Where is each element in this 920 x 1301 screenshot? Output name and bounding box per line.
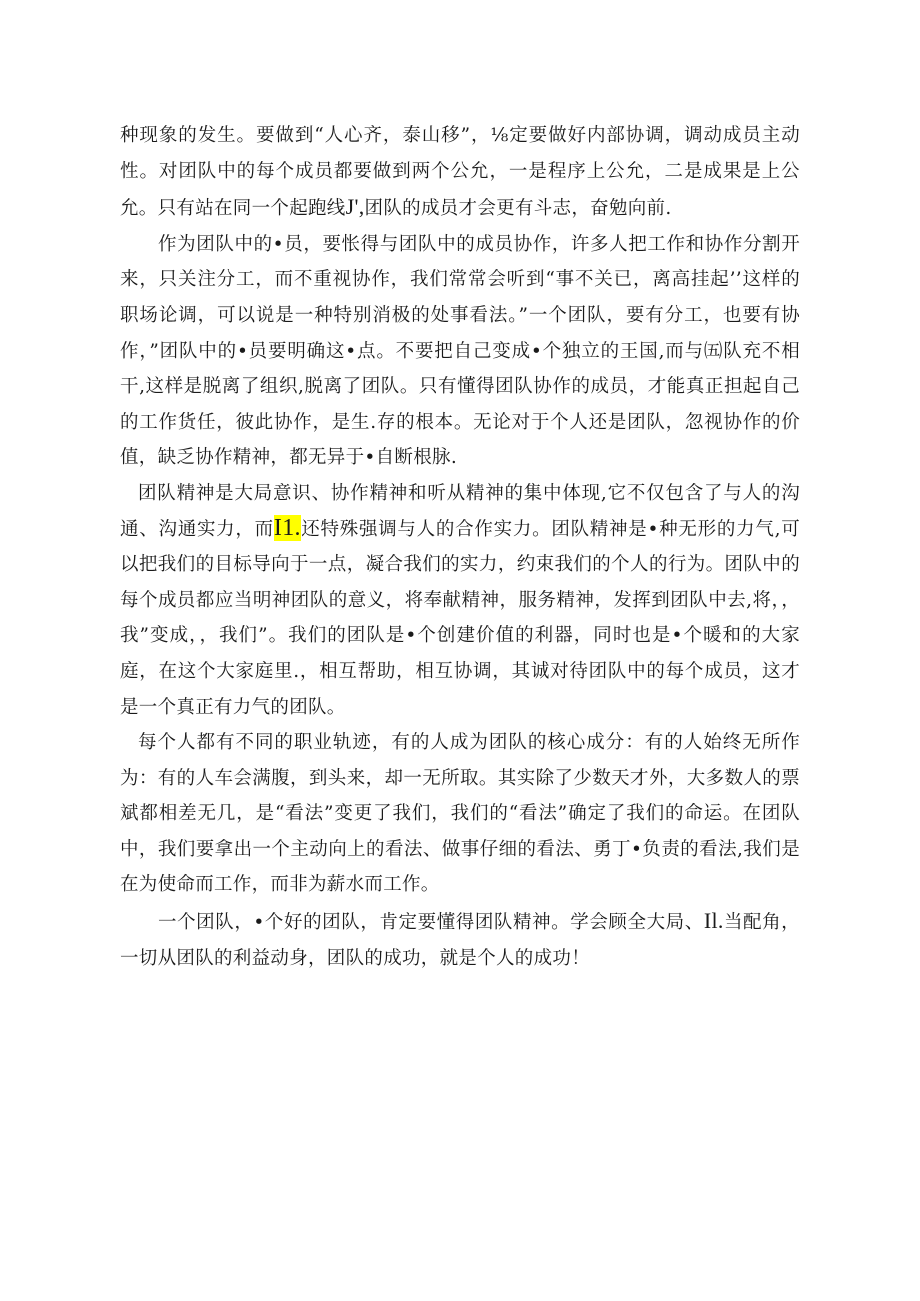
- document-body: [120, 118, 800, 976]
- paragraph-1-text-b: 团队的成员才会更有斗志，奋勉向前.: [364, 198, 672, 220]
- paragraph-1-mark: J',: [345, 194, 365, 220]
- paragraph-3: [120, 476, 800, 725]
- paragraph-1: [120, 118, 800, 227]
- paragraph-3-text-a: 团队精神是大局意识、协作精神和听从精神的集中体现,它不仅包含了与人的沟通、沟通实力，而: [120, 482, 800, 540]
- highlighted-mark: I1.: [273, 514, 301, 541]
- paragraph-5-text-b: 当配角，一切从团队的利益动身，团队的成功，就是个人的成功！: [120, 912, 800, 969]
- paragraph-3-text-b: 还特殊强调与人的合作实力。团队精神是•种无形的力气,可以把我们的目标导向于一点，凝合我们的实力，约束我们的个人的行为。团队中的每个成员都应当明神团队的意义，将奉献精神，服务精神，发挥到团队中去,将，，我”变成，，我们”。我们的团队是•个创建价值的利器，同时也是•个暖和的大家庭，在这个大家庭里.，相互帮助，相互协调，其诚对待团队中的每个成员，这才是一个真正有力气的团队。: [120, 518, 800, 718]
- paragraph-5: [120, 903, 800, 976]
- paragraph-4: 每个人都有不同的职业轨迹，有的人成为团队的核心成分：有的人始终无所作为：有的人车会满腹，到头来，却一无所取。其实除了少数天才外，大多数人的票斌都相差无几，是“看法”变更了我们，我们的“看法”确定了我们的命运。在团队中，我们要拿出一个主动向上的看法、做事仔细的看法、勇丁•负责的看法,我们是在为使命而工作，而非为薪水而工作。: [120, 732, 800, 896]
- paragraph-2: 作为团队中的•员，要怅得与团队中的成员协作，许多人把工作和协作分割开来，只关注分工，而不重视协作，我们常常会听到“事不关已，离高挂起’’这样的职场论调，可以说是一种特别消极的处事看法。”一个团队，要有分工，也要有协作，”团队中的•员要明确这•点。不要把自己变成•个独立的王国,而与㈤队充不相干,这样是脱离了组织,脱离了团队。只有懂得团队协作的成员，才能真正担起自己的工作货任，彼此协作，是生.存的根本。无论对于个人还是团队，忽视协作的价值，缺乏协作精神，都无异于•自断根脉.: [120, 233, 800, 469]
- paragraph-5-mark: Il.: [703, 908, 724, 934]
- paragraph-5-text-a: 一个团队，•个好的团队，肯定要懂得团队精神。学会顾全大局、: [158, 912, 704, 934]
- paragraph-1-text-a: 种现象的发生。要做到“人心齐，泰山移”，⅛定要做好内部协调，调动成员主动性。对团队中的每个成员都要做到两个公允，一是程序上公允，二是成果是上公允。只有站在同一个起跑线: [120, 125, 800, 220]
